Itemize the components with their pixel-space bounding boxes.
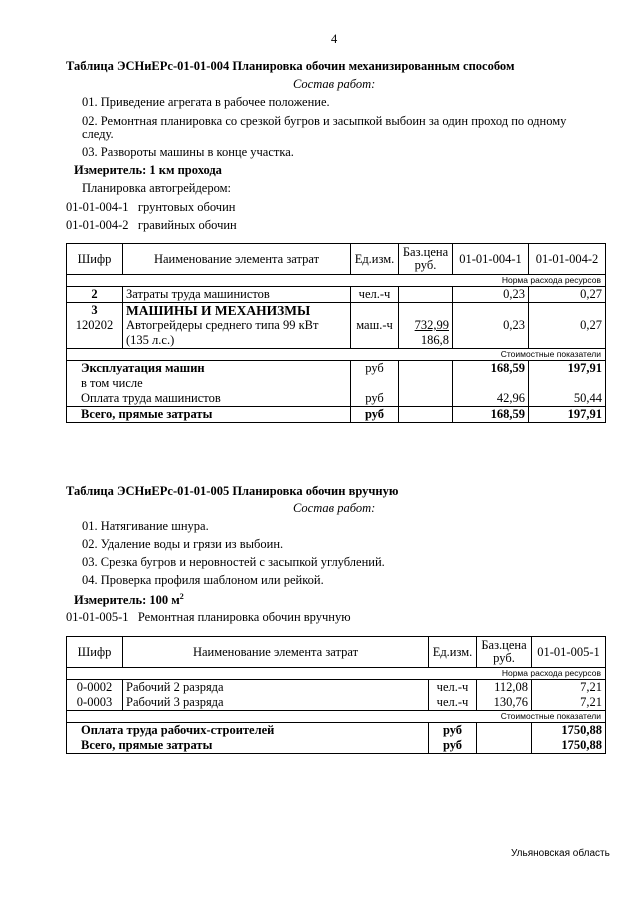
col-price: Баз.цена руб. <box>477 637 532 668</box>
table1-sostav: Состав работ: <box>293 77 376 91</box>
table2-title: Таблица ЭСНиЕРс-01-01-005 Планировка обочин вручную <box>66 484 399 498</box>
table-row: 0-0003 Рабочий 3 разряда чел.-ч 130,76 7,21 <box>67 695 606 711</box>
table1-work-2: 02. Ремонтная планировка со срезкой бугров и засыпкой выбоин за один проход по одному <box>82 114 567 128</box>
col-name: Наименование элемента затрат <box>123 637 429 668</box>
table1-title: Таблица ЭСНиЕРс-01-01-004 Планировка обочин механизированным способом <box>66 59 515 73</box>
table-row: 0-0002 Рабочий 2 разряда чел.-ч 112,08 7,21 <box>67 680 606 696</box>
table-row: Оплата труда машинистов руб 42,96 50,44 <box>67 391 606 407</box>
table2-stoim-row: Стоимостные показатели <box>67 711 606 723</box>
table1-work-2-cont: следу. <box>82 127 114 141</box>
table2-work-2: 02. Удаление воды и грязи из выбоин. <box>82 537 284 551</box>
table2-meter: Измеритель: 100 $м^2$ <box>74 592 184 608</box>
table-row: 3 МАШИНЫ И МЕХАНИЗМЫ <box>67 303 606 319</box>
col-price: Баз.цена руб. <box>399 244 453 275</box>
footer-region: Ульяновская область <box>511 848 610 859</box>
col-shifr: Шифр <box>67 637 123 668</box>
table-row: Оплата труда рабочих-строителей руб 1750,88 <box>67 723 606 739</box>
table2-sostav: Состав работ: <box>293 501 376 515</box>
table-row: Всего, прямые затраты руб 1750,88 <box>67 738 606 754</box>
table1-code-1: 01-01-004-1 грунтовых обочин <box>66 200 236 214</box>
col-code-2: 01-01-004-2 <box>529 244 606 275</box>
table-row: 2 Затраты труда машинистов чел.-ч 0,23 0,27 <box>67 287 606 303</box>
table1 <box>66 243 606 423</box>
col-code-1: 01-01-004-1 <box>453 244 529 275</box>
table2-norma-row: Норма расхода ресурсов <box>67 668 606 680</box>
table1-work-1: 01. Приведение агрегата в рабочее положение. <box>82 95 330 109</box>
table2-work-3: 03. Срезка бугров и неровностей с засыпкой углублений. <box>82 555 385 569</box>
table2 <box>66 636 606 754</box>
table1-meter: Измеритель: 1 км прохода <box>74 163 222 177</box>
table-row: в том числе <box>67 376 606 391</box>
page-number: 4 <box>331 32 338 46</box>
col-unit: Ед.изм. <box>351 244 399 275</box>
table-row: Эксплуатация машин руб 168,59 197,91 <box>67 361 606 377</box>
table1-code-2: 01-01-004-2 гравийных обочин <box>66 218 237 232</box>
table2-work-4: 04. Проверка профиля шаблоном или рейкой. <box>82 573 324 587</box>
col-shifr: Шифр <box>67 244 123 275</box>
table2-code-1: 01-01-005-1 Ремонтная планировка обочин вручную <box>66 610 351 624</box>
table1-stoim-row: Стоимостные показатели <box>67 349 606 361</box>
col-unit: Ед.изм. <box>429 637 477 668</box>
table1-subtitle: Планировка автогрейдером: <box>82 181 232 195</box>
table-row: 120202 Автогрейдеры среднего типа 99 кВт (135 л.с.) маш.-ч 732,99 186,8 0,23 0,27 <box>67 318 606 349</box>
table-row: Всего, прямые затраты руб 168,59 197,91 <box>67 407 606 423</box>
table1-work-3: 03. Развороты машины в конце участка. <box>82 145 294 159</box>
table2-header <box>67 637 606 668</box>
col-name: Наименование элемента затрат <box>123 244 351 275</box>
table1-header <box>67 244 606 275</box>
table2-work-1: 01. Натягивание шнура. <box>82 519 209 533</box>
table1-norma-row: Норма расхода ресурсов <box>67 275 606 287</box>
col-code-1: 01-01-005-1 <box>532 637 606 668</box>
